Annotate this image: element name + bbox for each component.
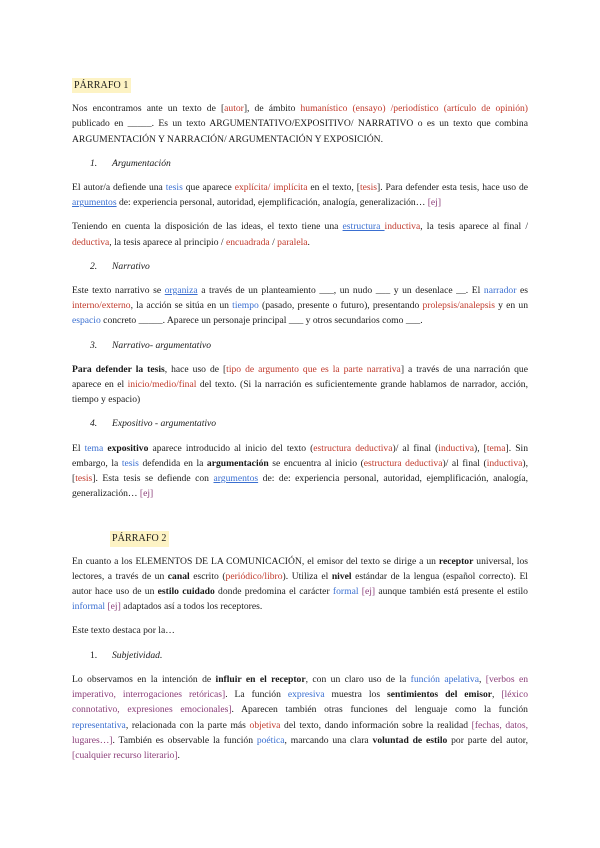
narrative-paragraph: Este texto narrativo se organiza a través de un planteamiento ___, un nudo ___ y un desenlace __. El narrador es interno/externo, la acción se sitúa en un tiempo (pasado, presente o futuro), presentando prolepsis/analepsis y en un espacio concreto _____. Aparece un personaje principal ___ y otros secundarios como ___. <box>72 285 528 327</box>
list-item: 2. Narrativo <box>90 260 150 272</box>
expository-paragraph: El tema expositivo aparece introducido al inicio del texto (estructura deductiva)/ al final (inductiva), [tema]. Sin embargo, la tesis defendida en la argumentación se encuentra al inicio (estructura deductiva)/ al final (inductiva), [tesis]. Esta tesis se defiende con argumentos de: de: experiencia personal, autoridad, ejemplificación, analogía, generalización… [ej] <box>72 442 528 500</box>
stands-out-line: Este texto destaca por la… <box>72 625 175 637</box>
section-heading-1: PÁRRAFO 1 <box>72 78 131 93</box>
document-page <box>72 78 528 772</box>
list-item: 3. Narrativo- argumentativo <box>90 339 212 351</box>
list-item: 1. Argumentación <box>90 157 171 169</box>
structure-paragraph: Teniendo en cuenta la disposición de las ideas, el texto tiene una estructura inductiva, la tesis aparece al final / deductiva, la tesis aparece al principio / encuadrada / paralela. <box>72 221 528 248</box>
section-heading-2: PÁRRAFO 2 <box>110 531 169 546</box>
intro-paragraph: Nos encontramos ante un texto de [autor], de ámbito humanístico (ensayo) /periodístico (artículo de opinión) publicado en _____. Es un texto ARGUMENTATIVO/EXPOSITIVO/ NARRATIVO o es un texto que combina ARGUMENTACIÓN Y NARRACIÓN/ ARGUMENTACIÓN Y EXPOSICIÓN. <box>72 103 528 145</box>
list-item: 4. Expositivo - argumentativo <box>90 418 217 430</box>
list-item: 1. Subjetividad. <box>90 649 163 661</box>
communication-paragraph: En cuanto a los ELEMENTOS DE LA COMUNICACIÓN, el emisor del texto se dirige a un receptor universal, los lectores, a través de un canal escrito (periódico/libro). Utiliza el nivel estándar de la lengua (español correcto). El autor hace uso de un estilo cuidado donde predomina el carácter formal [ej] aunque también está presente el estilo informal [ej] adaptados así a todos los receptores. <box>72 555 529 613</box>
argumentation-paragraph: El autor/a defiende una tesis que aparece explícita/ implícita en el texto, [tesis]. Para defender esta tesis, hace uso de argumentos de: experiencia personal, autoridad, ejemplificación, analogía, generalización… [ej] <box>72 182 528 209</box>
narrative-argumentative-paragraph: Para defender la tesis, hace uso de [tipo de argumento que es la parte narrativa] a través de una narración que aparece en el inicio/medio/final del texto. (Si la narración es suficientemente grande hablamos de narrador, acción, tiempo y espacio) <box>72 363 528 406</box>
subjectivity-paragraph: Lo observamos en la intención de influir en el receptor, con un claro uso de la función apelativa, [verbos en imperativo, interrogaciones retóricas]. La función expresiva muestra los sentimientos del emisor, [léxico connotativo, expresiones emocionales]. Aparecen también otras funciones del lenguaje como la función representativa, relacionada con la parte más objetiva del texto, dando información sobre la realidad [fechas, datos, lugares…]. También es observable la función poética, marcando una clara voluntad de estilo por parte del autor, [cualquier recurso literario]. <box>72 673 529 761</box>
